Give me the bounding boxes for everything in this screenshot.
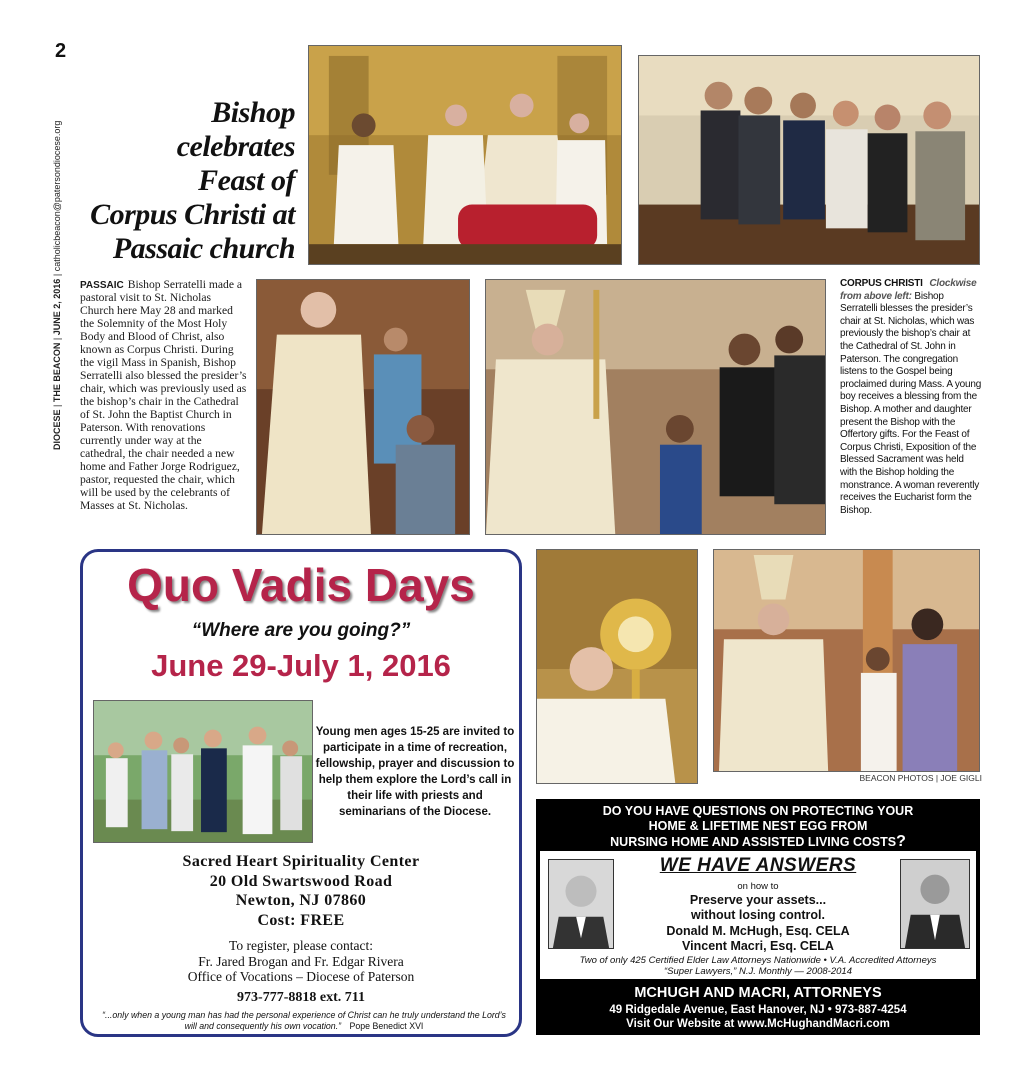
ad-subtitle: “Where are you going?” [191,620,411,641]
law-question: DO YOU HAVE QUESTIONS ON PROTECTING YOUR HOME & LIFETIME NEST EGG FROM NURSING HOME AND ASSISTED LIVING COSTS? [602,804,914,850]
folio-publication: THE BEACON [52,342,62,403]
law-credentials: Two of only 425 Certified Elder Law Attorneys Nationwide • V.A. Accredited Attorneys “Super Lawyers,” N.J. Monthly — 2008-2014 [579,955,937,977]
law-firm-name: MCHUGH AND MACRI, ATTORNEYS [634,985,882,1001]
photo-gospel-mass [256,279,470,535]
photo-eucharist [713,549,980,772]
law-how-to: on how to [737,881,779,892]
article-dateline: PASSAIC [80,280,124,291]
folio-email: catholicbeacon@patersondiocese.org [52,120,62,272]
quo-vadis-ad [80,549,522,1037]
law-answers-heading: WE HAVE ANSWERS [659,855,857,876]
photo-monstrance [536,549,698,784]
law-preserve: Preserve your assets... without losing control. [689,893,827,922]
photo-chair-blessing [308,45,622,265]
folio-date: JUNE 2, 2016 [52,278,62,336]
page-number: 2 [55,40,67,62]
folio-section: DIOCESE [52,409,62,450]
ad-quote: “...only when a young man has had the personal experience of Christ can he truly understand the Lord’s will and consequently his own vocation.” Pope Benedict XVI [102,1010,506,1031]
law-website[interactable]: Visit Our Website at www.McHughandMacri.com [626,1018,890,1030]
ad-quote-author: Pope Benedict XVI [349,1021,424,1031]
photo-congregation [638,55,980,265]
article-body [80,278,248,512]
photo-credit: BEACON PHOTOS | JOE GIGLI [859,773,982,783]
headline: Bishop celebrates Feast of Corpus Christi at Passaic church [90,96,295,265]
ad-title: Quo Vadis Days [127,559,475,611]
law-address: 49 Ridgedale Avenue, East Hanover, NJ • 973-887-4254 [609,1004,907,1016]
photo-boy-blessing [485,279,826,535]
ad-dates: June 29-July 1, 2016 [151,648,451,683]
ad-blurb: Young men ages 15-25 are invited to participate in a time of recreation, fellowship, prayer and discussion to help them explore the Lord’s call in their life with priests and seminarians of the Diocese. [315,726,515,818]
caption-text: Bishop Serratelli blesses the presider’s chair at St. Nicholas, which was previously the bishop’s chair at the Cathedral of St. John in Paterson. The congregation listens to the Gospel being proclaimed during Mass. A young boy receives a blessing from the Bishop. A mother and daughter present the Bishop with the Offertory gifts. For the Feast of Corpus Christi, Exposition of the Blessed Sacrament was held with the Bishop holding the monstrance. A woman reverently receives the Eucharist form the Bishop. [840,290,982,516]
law-answers-panel [540,851,976,979]
article-text: Bishop Serratelli made a pastoral visit to St. Nicholas Church here May 28 and marked the Solemnity of the Most Holy Body and Blood of Christ, also known as Corpus Christi. During the vigil Mass in Spanish, Bishop Serratelli also blessed the presider’s chair, which was previously used as the bishop’s chair in the Cathedral of St. John the Baptist Church in Paterson. With renovations currently under way at the cathedral, the chair needed a new home and Father Jorge Rodriguez, pastor, requested the chair, which will be used by the celebrants of Masses at St. Nicholas. [80,278,247,512]
law-firm-contact [536,1003,980,1031]
ad-location: Sacred Heart Spirituality Center 20 Old Swartswood Road Newton, NJ 07860 Cost: FREE [182,853,420,929]
ad-contact: To register, please contact: Fr. Jared Brogan and Fr. Edgar Rivera Office of Vocations – Diocese of Paterson [187,938,415,984]
ad-phone: 973-777-8818 ext. 711 [237,990,365,1005]
photo-caption [840,278,982,517]
ad-photo-young-men [93,700,313,843]
folio-strip: DIOCESE | THE BEACON | JUNE 2, 2016 | catholicbeacon@patersondiocese.org [52,120,62,450]
caption-head: CORPUS CHRISTI [840,278,923,289]
law-firm-ad [536,799,980,1035]
caption-lead: Clockwise from above left: [840,278,977,302]
law-attorneys: Donald M. McHugh, Esq. CELA Vincent Macri, Esq. CELA [666,924,850,953]
